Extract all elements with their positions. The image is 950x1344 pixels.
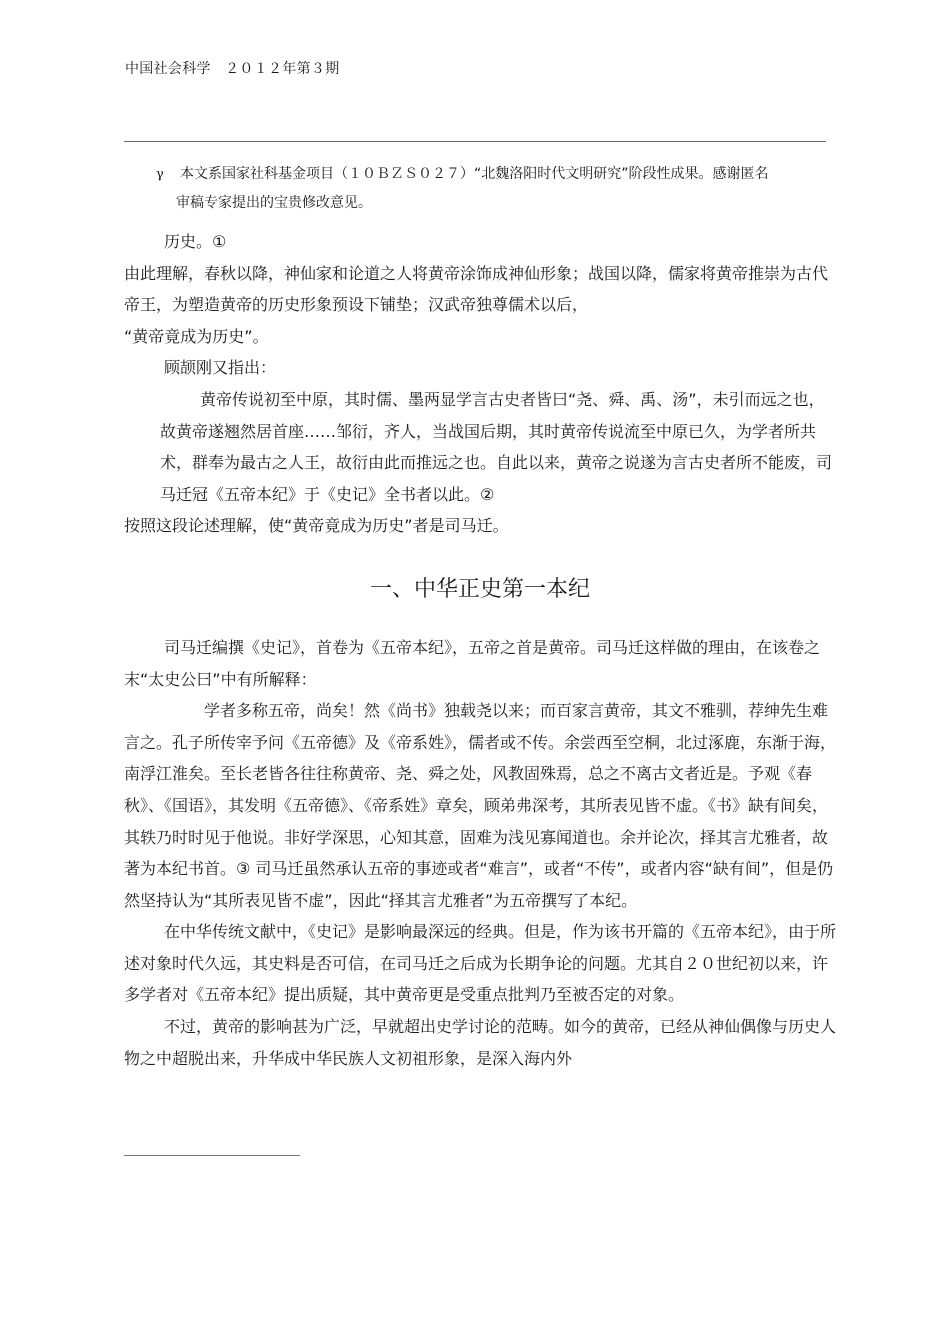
block-quote: 学者多称五帝，尚矣！然《尚书》独载尧以来；而百家言黄帝，其文不雅驯，荐绅先生难言之。孔子所传宰予问《五帝德》及《帝系姓》，儒者或不传。余尝西至空桐，北过涿鹿，东渐于海，南浮江淮矣。至长老皆各往往称黄帝、尧、舜之处，风教固殊焉，总之不离古文者近是。予观《春秋》、《国语》，其发明《五帝德》、《帝系姓》章矣，顾弟弗深考，其所表见皆不虚。《书》缺有间矣，其轶乃时时见于他说。非好学深思，心知其意，固难为浅见寡闻道也。余并论次，择其言尤雅者，故著为本纪书首。③ 司马迁虽然承认五帝的事迹或者“难言”，或者“不传”，或者内容“缺有间”，但是仍然坚持认为“其所表见皆不虚”，因此“择其言尤雅者”为五帝撰写了本纪。 <box>124 701 837 910</box>
article-body <box>124 226 836 1074</box>
paragraph: 由此理解，春秋以降，神仙家和论道之人将黄帝涂饰成神仙形象；战国以降，儒家将黄帝推崇为古代帝王，为塑造黄帝的历史形象预设下铺垫；汉武帝独尊儒术以后， <box>124 263 829 315</box>
funding-footnote <box>156 160 836 217</box>
paragraph: 历史。① <box>164 232 227 251</box>
section-heading: 一、中华正史第一本纪 <box>369 576 590 602</box>
header-divider <box>124 141 826 142</box>
paragraph: 在中华传统文献中，《史记》是影响最深远的经典。但是，作为该书开篇的《五帝本纪》，由于所述对象时代久远，其史料是否可信，在司马迁之后成为长期争论的问题。尤其自２０世纪初以来，许多学者对《五帝本纪》提出质疑，其中黄帝更是受重点批判乃至被否定的对象。 <box>124 922 837 1005</box>
block-quote <box>124 384 836 510</box>
footnote-mark: γ <box>156 167 164 182</box>
quote-text: 黄帝传说初至中原，其时儒、墨两显学言古史者皆曰“尧、舜、禹、汤”，未引而远之也，故黄帝遂翘然居首座……邹衍，齐人，当战国后期，其时黄帝传说流至中原已久，为学者所共术，群奉为最古之人王，故衍由此而推远之也。自此以来，黄帝之说遂为言古史者所不能废，司马迁冠《五帝本纪》于《史记》全书者以此。② <box>160 389 833 504</box>
footnote-divider <box>124 1155 300 1156</box>
footnote-line-2: 审稿专家提出的宝贵修改意见。 <box>176 195 372 211</box>
paragraph: “黄帝竟成为历史”。 <box>124 326 269 346</box>
paragraph: 司马迁编撰《史记》，首卷为《五帝本纪》，五帝之首是黄帝。司马迁这样做的理由，在该卷之末“太史公曰”中有所解释： <box>124 637 821 689</box>
paragraph: 顾颉刚又指出： <box>164 358 277 378</box>
footnote-line-1: 本文系国家社科基金项目（１０ＢＺＳ０２７）“北魏洛阳时代文明研究”阶段性成果。感谢匿名 <box>180 166 769 182</box>
journal-header: 中国社会科学 ２０１２年第３期 <box>125 61 340 77</box>
paragraph: 不过，黄帝的影响甚为广泛，早就超出史学讨论的范畴。如今的黄帝，已经从神仙偶像与历史人物之中超脱出来，升华成中华民族人文初祖形象，是深入海内外 <box>124 1017 837 1068</box>
paragraph: 按照这段论述理解，使“黄帝竟成为历史”者是司马迁。 <box>124 516 509 536</box>
